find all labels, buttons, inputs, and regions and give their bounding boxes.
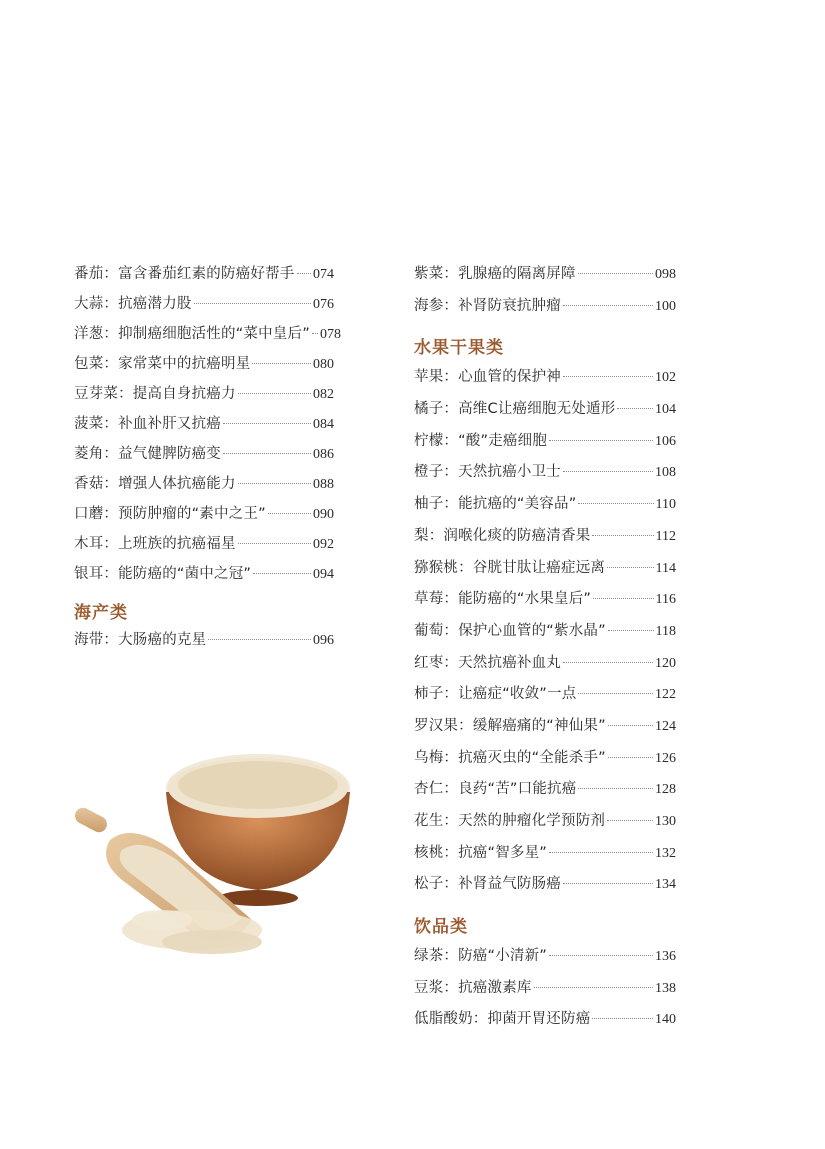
toc-leader-dots: [578, 503, 653, 504]
toc-page-number: 082: [313, 387, 334, 402]
toc-entry: [74, 262, 334, 292]
toc-entry: [74, 562, 334, 592]
toc-leader-dots: [312, 333, 318, 334]
toc-page-number: 140: [655, 1012, 676, 1028]
toc-page-number: 094: [313, 567, 334, 582]
toc-leader-dots: [534, 987, 653, 988]
toc-leader-dots: [617, 408, 653, 409]
toc-page-number: 126: [655, 750, 676, 766]
toc-entry-title: 豆浆：抗癌激素库: [414, 979, 532, 996]
toc-page-number: 090: [313, 507, 334, 522]
toc-page-number: 106: [655, 433, 676, 449]
toc-entry-title: 绿茶：防癌“小清新”: [414, 948, 548, 965]
toc-leader-dots: [194, 303, 311, 304]
toc-entry-title: 红枣：天然抗癌补血丸: [414, 654, 561, 671]
toc-page-number: 108: [655, 465, 676, 481]
toc-entry-title: 海参：补肾防衰抗肿瘤: [414, 297, 561, 314]
toc-entry-title: 杏仁：良药“苦”口能抗癌: [414, 781, 577, 798]
toc-entry-title: 洋葱：抑制癌细胞活性的“菜中皇后”: [74, 326, 310, 342]
toc-entry-title: 猕猴桃：谷胱甘肽让癌症远离: [414, 559, 606, 576]
toc-entry: [414, 262, 676, 294]
toc-entry: [414, 429, 676, 461]
toc-entry-title: 低脂酸奶：抑菌开胃还防癌: [414, 1011, 591, 1028]
toc-leader-dots: [549, 440, 653, 441]
toc-entry-title: 乌梅：抗癌灭虫的“全能杀手”: [414, 749, 606, 766]
toc-page-number: 080: [313, 357, 334, 372]
toc-entry-title: 罗汉果：缓解癌痛的“神仙果”: [414, 717, 606, 734]
toc-entry-title: 苹果：心血管的保护神: [414, 369, 561, 386]
section-heading: 饮品类: [414, 916, 468, 937]
toc-page-number: 120: [655, 655, 676, 671]
toc-entry: [414, 587, 676, 619]
toc-entry: [414, 651, 676, 683]
toc-page-number: 104: [655, 402, 676, 418]
toc-page-number: 128: [655, 782, 676, 798]
toc-entry: [414, 365, 676, 397]
toc-leader-dots: [608, 757, 653, 758]
toc-entry-title: 木耳：上班族的抗癌福星: [74, 536, 236, 552]
toc-leader-dots: [563, 471, 653, 472]
toc-entry: [74, 412, 334, 442]
toc-page-number: 112: [655, 528, 676, 544]
toc-entry-title: 松子：补肾益气防肠癌: [414, 876, 561, 893]
toc-entry-title: 柠檬：“酸”走癌细胞: [414, 432, 548, 449]
toc-entry: [74, 472, 334, 502]
toc-leader-dots: [563, 376, 653, 377]
toc-page-number: 122: [655, 687, 676, 703]
toc-entry: [414, 872, 676, 904]
toc-leader-dots: [252, 363, 311, 364]
toc-page-number: 092: [313, 537, 334, 552]
toc-entry-title: 菱角：益气健脾防癌变: [74, 446, 221, 462]
toc-entry-title: 柿子：让癌症“收敛”一点: [414, 686, 577, 703]
toc-entry: [74, 292, 334, 322]
toc-page-number: 102: [655, 370, 676, 386]
section-heading: 海产类: [74, 602, 128, 623]
toc-entry-title: 梨：润喉化痰的防癌清香果: [414, 527, 591, 544]
toc-leader-dots: [223, 453, 311, 454]
toc-page-number: 118: [655, 623, 676, 639]
toc-leader-dots: [578, 788, 653, 789]
toc-entry: [414, 556, 676, 588]
toc-entry-title: 柚子：能抗癌的“美容品”: [414, 496, 577, 513]
toc-page-number: 110: [655, 497, 676, 513]
toc-page-number: 124: [655, 718, 676, 734]
toc-entry: [414, 619, 676, 651]
toc-entry: [74, 382, 334, 412]
toc-entry: [414, 294, 676, 326]
toc-page-number: 132: [655, 845, 676, 861]
toc-entry: [414, 777, 676, 809]
toc-page-number: 138: [655, 980, 676, 996]
toc-leader-dots: [592, 535, 653, 536]
toc-page-number: 076: [313, 297, 334, 312]
toc-leader-dots: [563, 662, 653, 663]
toc-right-column: [414, 262, 676, 1039]
toc-leader-dots: [563, 883, 653, 884]
toc-leader-dots: [578, 693, 653, 694]
toc-page-number: 134: [655, 877, 676, 893]
toc-page-number: 114: [655, 560, 676, 576]
toc-page-number: 130: [655, 814, 676, 829]
toc-leader-dots: [608, 725, 653, 726]
toc-page-number: 086: [313, 447, 334, 462]
toc-entry-title: 草莓：能防癌的“水果皇后”: [414, 591, 592, 608]
toc-page-number: 096: [313, 633, 334, 648]
toc-leader-dots: [238, 393, 311, 394]
toc-entry: [74, 352, 334, 382]
rice-bowl-and-scoop-icon: [62, 730, 362, 970]
toc-entry: [414, 714, 676, 746]
toc-leader-dots: [549, 852, 653, 853]
toc-page-number: 074: [313, 267, 334, 282]
toc-entry: [414, 492, 676, 524]
toc-entry-title: 橙子：天然抗癌小卫士: [414, 464, 561, 481]
toc-entry-title: 番茄：富含番茄红素的防癌好帮手: [74, 266, 295, 282]
toc-page-number: 136: [655, 949, 676, 965]
toc-entry-title: 紫菜：乳腺癌的隔离屏障: [414, 266, 576, 282]
toc-entry-title: 大蒜：抗癌潜力股: [74, 296, 192, 312]
toc-leader-dots: [268, 513, 311, 514]
toc-entry: [414, 944, 676, 976]
toc-leader-dots: [253, 573, 311, 574]
toc-left-column: [74, 262, 341, 658]
toc-entry: [414, 841, 676, 873]
toc-entry-title: 口蘑：预防肿瘤的“素中之王”: [74, 506, 266, 522]
toc-leader-dots: [607, 567, 653, 568]
toc-entry: [414, 460, 676, 492]
toc-entry: [414, 976, 676, 1008]
toc-leader-dots: [608, 630, 654, 631]
toc-entry-title: 花生：天然的肿瘤化学预防剂: [414, 813, 606, 829]
toc-page-number: 084: [313, 417, 334, 432]
toc-leader-dots: [578, 273, 653, 274]
toc-entry-title: 豆芽菜：提高自身抗癌力: [74, 386, 236, 402]
toc-entry: [414, 397, 676, 429]
toc-leader-dots: [607, 820, 653, 821]
toc-entry: [414, 1007, 676, 1039]
toc-entry-title: 橘子：高维C让癌细胞无处遁形: [414, 401, 616, 418]
toc-leader-dots: [592, 1018, 653, 1019]
toc-entry: [74, 322, 341, 352]
toc-leader-dots: [297, 273, 312, 274]
toc-leader-dots: [238, 483, 311, 484]
toc-leader-dots: [238, 543, 311, 544]
toc-entry-title: 银耳：能防癌的“菌中之冠”: [74, 566, 252, 582]
toc-entry-title: 包菜：家常菜中的抗癌明星: [74, 356, 251, 372]
toc-page-number: 098: [655, 267, 676, 282]
toc-page-number: 078: [319, 327, 341, 342]
toc-page-number: 116: [655, 592, 676, 608]
toc-entry: [74, 502, 334, 532]
toc-entry-title: 海带：大肠癌的克星: [74, 632, 207, 648]
toc-leader-dots: [593, 598, 653, 599]
toc-entry-title: 香菇：增强人体抗癌能力: [74, 476, 236, 492]
toc-entry-title: 核桃：抗癌“智多星”: [414, 844, 548, 861]
section-heading: 水果干果类: [414, 337, 504, 358]
toc-entry: [414, 746, 676, 778]
toc-leader-dots: [549, 955, 653, 956]
toc-entry-title: 菠菜：补血补肝又抗癌: [74, 416, 221, 432]
rice-bowl-illustration: [62, 730, 362, 970]
toc-leader-dots: [563, 305, 653, 306]
toc-page-number: 088: [313, 477, 334, 492]
toc-entry: [74, 628, 334, 658]
toc-entry: [74, 532, 334, 562]
toc-entry: [414, 682, 676, 714]
toc-leader-dots: [208, 639, 311, 640]
toc-entry: [414, 809, 676, 841]
toc-page-number: 100: [655, 298, 676, 314]
toc-entry-title: 葡萄：保护心血管的“紫水晶”: [414, 622, 606, 639]
toc-entry: [74, 442, 334, 472]
toc-leader-dots: [223, 423, 311, 424]
toc-entry: [414, 524, 676, 556]
